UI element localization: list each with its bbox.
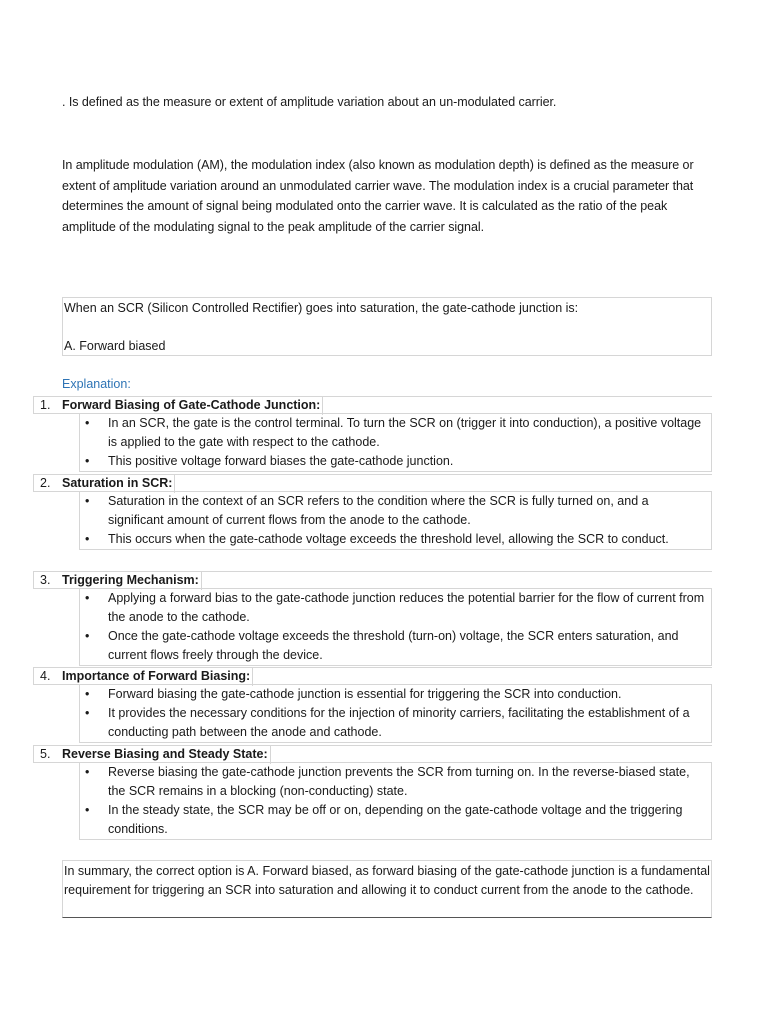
section-title: Forward Biasing of Gate-Cathode Junction: xyxy=(62,396,323,415)
explanation-heading: Explanation: xyxy=(62,377,131,391)
bullet-text: Applying a forward bias to the gate-cathode junction reduces the potential barrier for the flow of current from the anode to the cathode. xyxy=(108,591,705,624)
section-number: 4. xyxy=(40,669,51,683)
explanation-section-1 xyxy=(33,396,712,472)
bullet-icon: • xyxy=(85,706,90,720)
list-item xyxy=(80,627,707,665)
question-text: When an SCR (Silicon Controlled Rectifier) goes into saturation, the gate-cathode junction is: xyxy=(64,301,579,315)
am-modulation-index-paragraph: In amplitude modulation (AM), the modulation index (also known as modulation depth) is defined as the measure or extent of amplitude variation around an unmodulated carrier wave. The modulation index is a crucial parameter that determines the amount of signal being modulated onto the carrier wave. It is calculated as the ratio of the peak amplitude of the modulating signal to the peak amplitude of the carrier signal. xyxy=(62,158,694,234)
bullet-list xyxy=(79,589,712,666)
bullet-icon: • xyxy=(85,532,90,546)
question-answer: A. Forward biased xyxy=(64,339,166,353)
bullet-text: In an SCR, the gate is the control terminal. To turn the SCR on (trigger it into conduction), a positive voltage is applied to the gate with respect to the cathode. xyxy=(108,416,702,449)
explanation-section-2 xyxy=(33,474,712,550)
list-item xyxy=(80,492,707,530)
list-item xyxy=(80,685,707,704)
bullet-text: This occurs when the gate-cathode voltage exceeds the threshold level, allowing the SCR to conduct. xyxy=(108,532,669,546)
section-header xyxy=(33,396,712,414)
question-box xyxy=(62,297,712,356)
bullet-text: Saturation in the context of an SCR refers to the condition where the SCR is fully turned on, and a significant amount of current flows from the anode to the cathode. xyxy=(108,494,649,527)
section-number: 3. xyxy=(40,573,51,587)
bullet-text: Reverse biasing the gate-cathode junction prevents the SCR from turning on. In the reverse-biased state, the SCR remains in a blocking (non-conducting) state. xyxy=(108,765,690,798)
bullet-text: Forward biasing the gate-cathode junction is essential for triggering the SCR into conduction. xyxy=(108,687,622,701)
bullet-icon: • xyxy=(85,454,90,468)
bullet-list xyxy=(79,763,712,840)
section-title: Saturation in SCR: xyxy=(62,474,175,493)
section-title: Triggering Mechanism: xyxy=(62,571,202,590)
bullet-icon: • xyxy=(85,416,90,430)
list-item xyxy=(80,801,707,839)
bullet-icon: • xyxy=(85,765,90,779)
list-item xyxy=(80,589,707,627)
explanation-section-4 xyxy=(33,667,712,743)
list-item xyxy=(80,763,707,801)
intro-line: . Is defined as the measure or extent of amplitude variation about an un-modulated carrier. xyxy=(62,95,557,109)
bullet-list xyxy=(79,685,712,743)
bullet-list xyxy=(79,492,712,550)
section-header xyxy=(33,667,712,685)
explanation-section-3 xyxy=(33,571,712,666)
bullet-text: It provides the necessary conditions for the injection of minority carriers, facilitating the establishment of a conducting path between the anode and cathode. xyxy=(108,706,690,739)
bullet-text: Once the gate-cathode voltage exceeds the threshold (turn-on) voltage, the SCR enters saturation, and current flows freely through the device. xyxy=(108,629,679,662)
section-number: 1. xyxy=(40,398,51,412)
section-header xyxy=(33,474,712,492)
section-header xyxy=(33,571,712,589)
bullet-icon: • xyxy=(85,629,90,643)
summary-text: In summary, the correct option is A. Forward biased, as forward biasing of the gate-cathode junction is a fundamental requirement for triggering an SCR into saturation and allowing it to conduct current from the anode to the cathode. xyxy=(64,864,710,897)
section-title: Reverse Biasing and Steady State: xyxy=(62,745,271,764)
section-number: 2. xyxy=(40,476,51,490)
bullet-icon: • xyxy=(85,591,90,605)
bullet-text: In the steady state, the SCR may be off or on, depending on the gate-cathode voltage and the triggering conditions. xyxy=(108,803,683,836)
summary-box xyxy=(62,860,712,918)
list-item xyxy=(80,530,707,549)
explanation-section-5 xyxy=(33,745,712,840)
list-item xyxy=(80,452,707,471)
bullet-text: This positive voltage forward biases the gate-cathode junction. xyxy=(108,454,454,468)
bullet-list xyxy=(79,414,712,472)
bullet-icon: • xyxy=(85,803,90,817)
section-header xyxy=(33,745,712,763)
bullet-icon: • xyxy=(85,687,90,701)
list-item xyxy=(80,414,707,452)
bullet-icon: • xyxy=(85,494,90,508)
list-item xyxy=(80,704,707,742)
section-number: 5. xyxy=(40,747,51,761)
section-title: Importance of Forward Biasing: xyxy=(62,667,253,686)
